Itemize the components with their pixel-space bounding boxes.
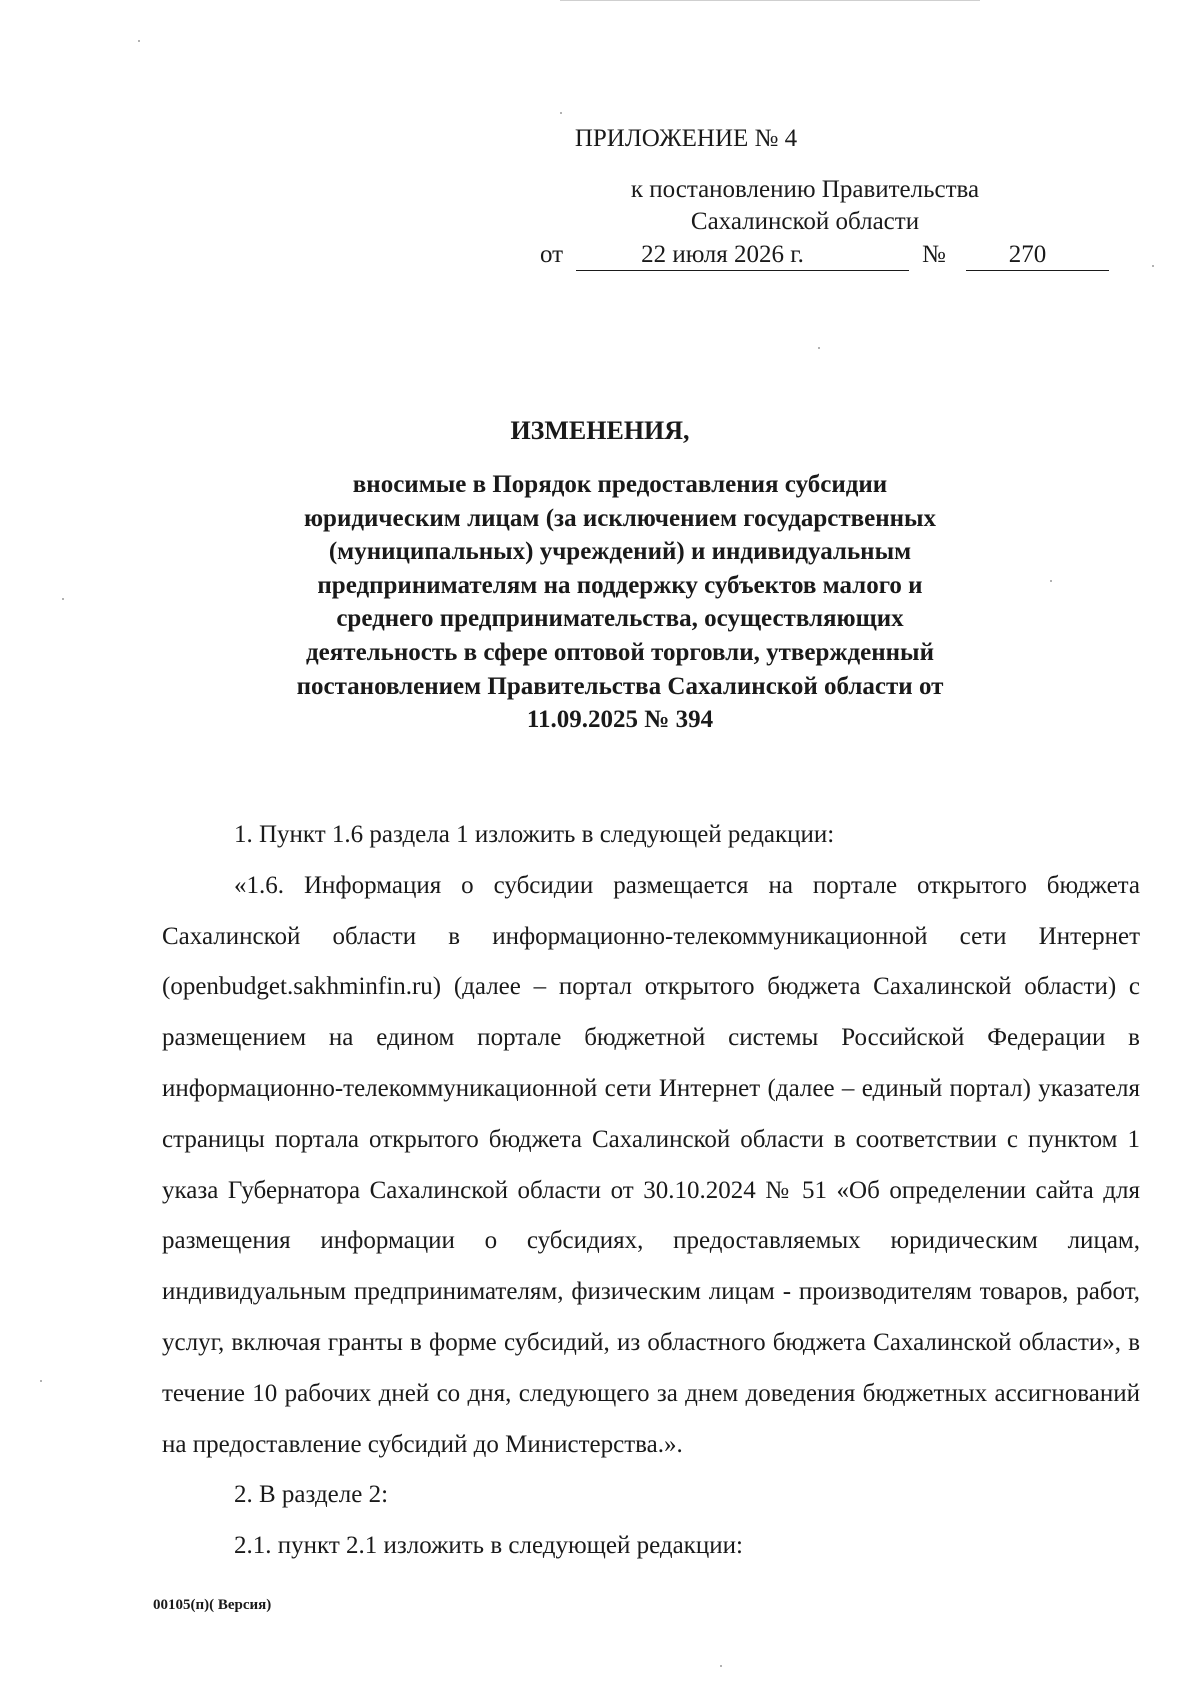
scan-speck (720, 1665, 722, 1667)
decree-date-row (0, 240, 1200, 274)
document-title: ИЗМЕНЕНИЯ, (510, 416, 690, 445)
scan-speck (560, 112, 562, 114)
scan-speck (818, 347, 820, 349)
paragraph-1-6-text: «1.6. Информация о субсидии размещается на портале открытого бюджета Сахалинской области в информационно-телекоммуникационной сети Интернет (openbudget.sakhminfin.ru) (далее – портал открытого бюджета Сахалинской области) с размещением на едином портале бюджетной системы Российской Федерации в информационно-телекоммуникационной сети Интернет (далее – единый портал) указателя страницы портала открытого бюджета Сахалинской области в соответствии с пунктом 1 указа Губернатора Сахалинской области от 30.10.2024 № 51 «Об определении сайта для размещения информации о субсидиях, предоставляемых юридическим лицам, индивидуальным предпринимателям, физическим лицам - производителям товаров, работ, услуг, включая гранты в форме субсидий, из областного бюджета Сахалинской области», в течение 10 рабочих дней со дня, следующего за днем доведения бюджетных ассигнований на предоставление субсидий до Министерства.». (162, 871, 1140, 1458)
paragraph-1: 1. Пункт 1.6 раздела 1 изложить в следующей редакции: (234, 821, 835, 848)
scan-speck (138, 40, 140, 42)
scan-speck (1050, 580, 1052, 582)
appendix-region-line: Сахалинской области (690, 208, 920, 235)
footer-document-code: 00105(п)( Версия) (153, 1597, 272, 1613)
scan-speck (62, 598, 64, 600)
scan-edge-line (560, 0, 980, 1)
decree-date: 22 июля 2026 г. (576, 240, 909, 271)
decree-number: 270 (966, 240, 1109, 271)
paragraph-2: 2. В разделе 2: (234, 1481, 389, 1509)
scan-speck (1152, 265, 1154, 267)
scan-speck (40, 1380, 42, 1382)
document-body (162, 810, 1140, 1572)
appendix-reference-line: к постановлению Правительства (630, 176, 980, 203)
appendix-title: ПРИЛОЖЕНИЕ № 4 (574, 125, 798, 152)
number-prefix: № (922, 241, 946, 268)
paragraph-2-1: 2.1. пункт 2.1 изложить в следующей редакции: (234, 1532, 743, 1560)
date-prefix: от (540, 241, 564, 268)
document-subtitle: вносимые в Порядок предоставления субсидии юридическим лицам (за исключением государственных (муниципальных) учреждений) и индивидуальным предпринимателям на поддержку субъектов малого и среднего предпринимательства, осуществляющих деятельность в сфере оптовой торговли, утвержденный постановлением Правительства Сахалинской области от 11.09.2025 № 394 (296, 471, 944, 734)
